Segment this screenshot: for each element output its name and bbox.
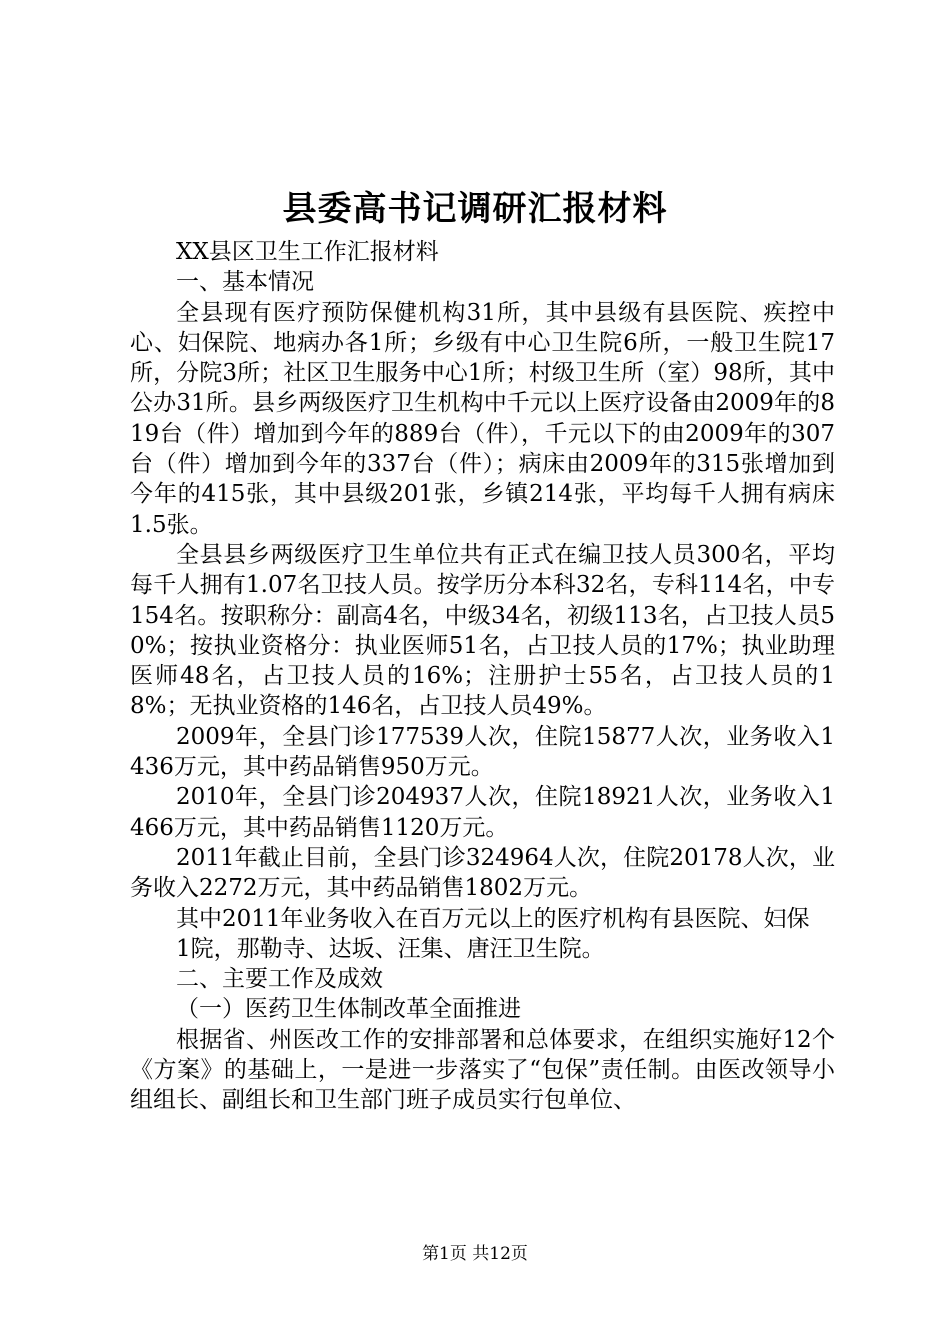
paragraph-million-revenue: 其中2011年业务收入在百万元以上的医疗机构有县医院、妇保 bbox=[176, 905, 810, 932]
paragraph-reform-details: 根据省、州医改工作的安排部署和总体要求，在组织实施好12个《方案》的基础上，一是进一步落实了“包保”责任制。由医改领导小组组长、副组长和卫生部门班子成员实行包单位、 bbox=[130, 1026, 835, 1114]
document-title: 县委高书记调研汇报材料 bbox=[282, 189, 668, 229]
paragraph-personnel: 全县县乡两级医疗卫生单位共有正式在编卫技人员300名，平均每千人拥有1.07名卫技人员。按学历分本科32名，专科114名，中专154名。按职称分：副高4名，中级34名，初级113名，占卫技人员50%；按执业资格分：执业医师51名，占卫技人员的17%；执业助理医师48名，占卫技人员的16%；注册护士55名，占卫技人员的18%；无执业资格的146名，占卫技人员49%。 bbox=[130, 541, 835, 720]
paragraph-hospital-list: 1院，那勒寺、达坂、汪集、唐汪卫生院。 bbox=[176, 935, 605, 962]
paragraph-subtitle: XX县区卫生工作汇报材料 bbox=[176, 239, 439, 265]
page-number-footer: 第1页 共12页 bbox=[422, 1244, 528, 1264]
paragraph-2011-stats: 2011年截止目前，全县门诊324964人次，住院20178人次，业务收入2272万元，其中药品销售1802万元。 bbox=[130, 844, 835, 902]
paragraph-2010-stats: 2010年，全县门诊204937人次，住院18921人次，业务收入1466万元，其中药品销售1120万元。 bbox=[130, 784, 835, 841]
paragraph-institutions: 全县现有医疗预防保健机构31所，其中县级有县医院、疾控中心、妇保院、地病办各1所；乡级有中心卫生院6所，一般卫生院17所，分院3所；社区卫生服务中心1所；村级卫生所（室）98所，其中公办31所。县乡两级医疗卫生机构中千元以上医疗设备由2009年的819台（件）增加到今年的889台（件），千元以下的由2009年的307台（件）增加到今年的337台（件）；病床由2009年的315张增加到今年的415张，其中县级201张，乡镇214张，平均每千人拥有病床1.5张。 bbox=[130, 299, 835, 538]
document-body bbox=[130, 237, 835, 1116]
section-heading-main-work: 二、主要工作及成效 bbox=[176, 966, 383, 993]
subsection-heading-reform: （一）医药卫生体制改革全面推进 bbox=[176, 996, 521, 1023]
section-heading-basic-situation: 一、基本情况 bbox=[176, 269, 314, 296]
paragraph-2009-stats: 2009年，全县门诊177539人次，住院15877人次，业务收入1436万元，其中药品销售950万元。 bbox=[130, 723, 835, 781]
